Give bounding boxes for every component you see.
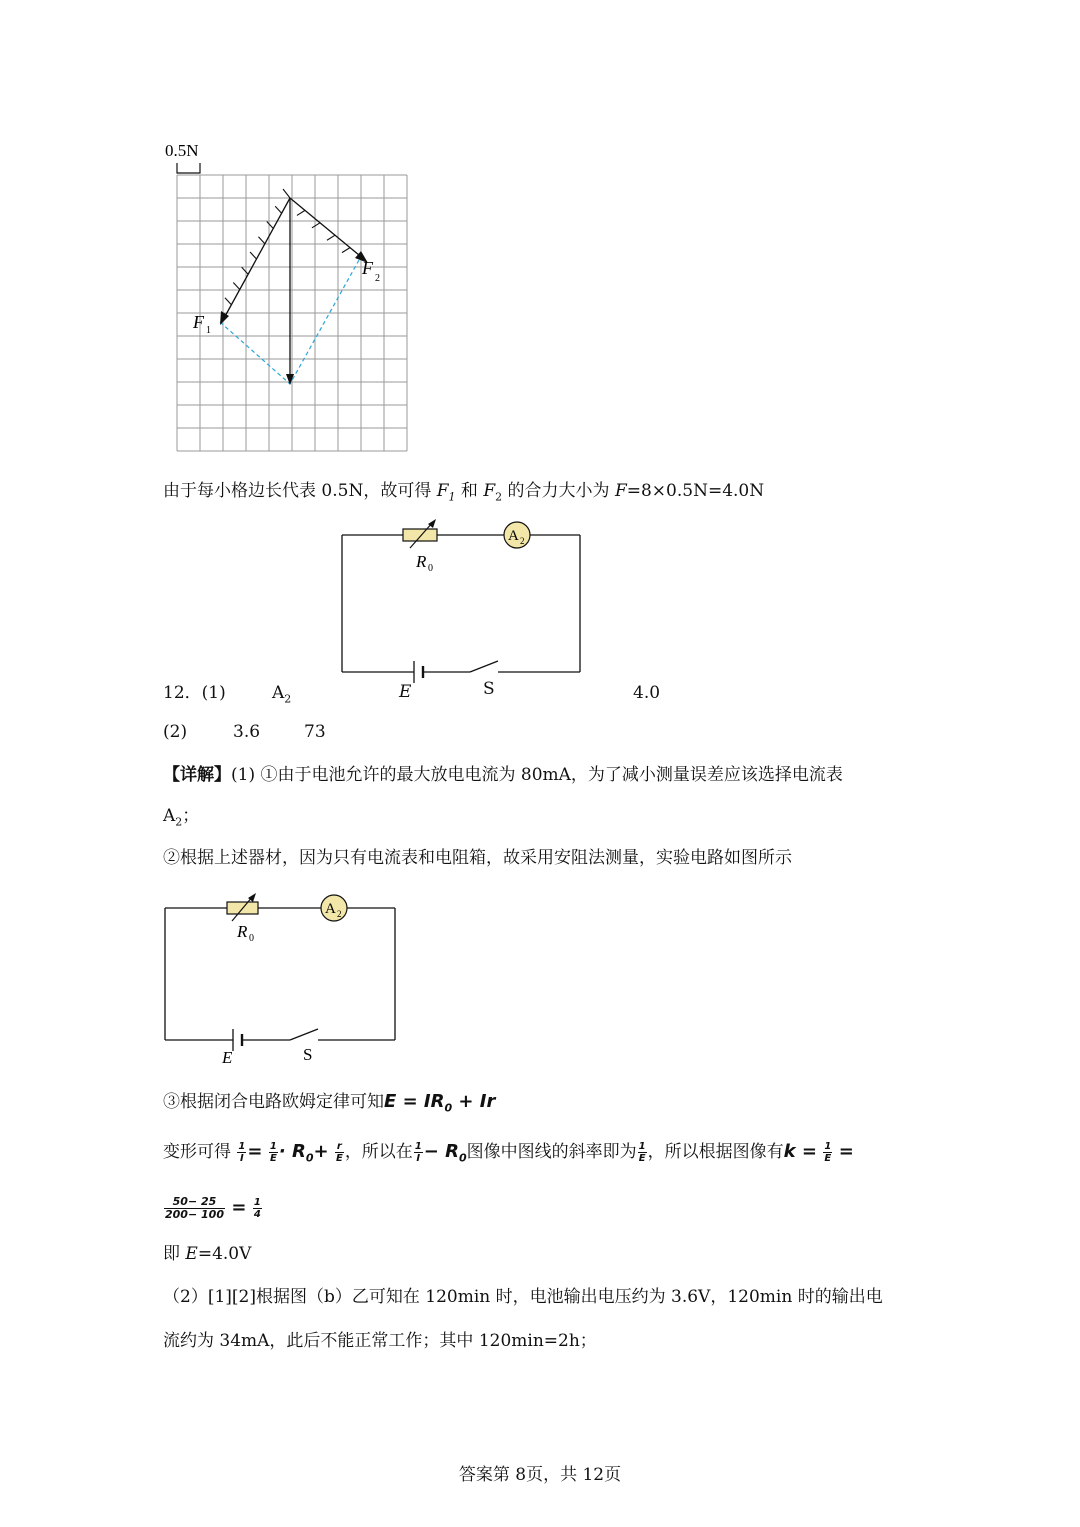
- circuit-diagram-1: [330, 515, 600, 705]
- hatch-tick: [258, 237, 264, 244]
- hatch-tick: [283, 189, 290, 198]
- f2-arrow: [290, 198, 365, 260]
- fraction-1-over-e: [269, 1141, 278, 1164]
- grid: [177, 175, 407, 451]
- f-symbol: F: [614, 481, 627, 501]
- hatch-tick: [312, 223, 320, 228]
- s-label-2: S: [303, 1045, 313, 1064]
- ammeter-label-2: A: [325, 901, 336, 917]
- detail-p1-text: (1) ①由于电池允许的最大放电电流为 80mA，为了减小测量误差应该选择电流表: [231, 765, 843, 785]
- switch-2: [290, 1029, 318, 1040]
- hatch-tick: [327, 235, 335, 240]
- detail-bracket: 【详解】: [163, 765, 231, 785]
- resultant-text-post1: 的合力大小为: [502, 481, 615, 501]
- circuit-wires-1: [342, 535, 580, 672]
- force-diagram-svg: [163, 140, 423, 470]
- q2-answer-a: 3.6: [233, 722, 261, 742]
- r0-sub-2: 0: [249, 933, 254, 944]
- mul-r0-sub: 0: [305, 1151, 314, 1165]
- e-label-2: E: [222, 1048, 233, 1067]
- r0-label-1: R: [416, 552, 427, 571]
- f1-sub: 1: [206, 325, 211, 336]
- fraction-num: 50− 25: [164, 1196, 225, 1209]
- detail-paragraph-6: [163, 1246, 251, 1263]
- f2-symbol-sub: 2: [495, 490, 503, 504]
- dashed-line-f1: [220, 322, 290, 384]
- q2-number: (2): [163, 722, 188, 742]
- f2-symbol: F: [483, 481, 496, 501]
- hatch-ticks: [225, 189, 350, 305]
- hatch-tick: [297, 210, 305, 215]
- f2-label: F: [362, 258, 373, 278]
- resultant-text-post2: =8×0.5N=4.0N: [626, 481, 765, 501]
- resultant-text: [163, 483, 764, 502]
- ammeter-sub-2: 2: [337, 909, 342, 919]
- hatch-tick: [242, 267, 248, 274]
- ammeter-label-1: A: [508, 528, 519, 544]
- fraction-num: 1: [253, 1197, 261, 1208]
- detail-p1-cont-end: ；: [182, 806, 200, 826]
- fraction-1-over-i: [237, 1141, 246, 1164]
- hatch-tick: [267, 222, 273, 229]
- detail-paragraph-3: [163, 1093, 495, 1113]
- q12-answer-v: 4.0: [633, 683, 661, 703]
- equals-sign-2: =: [838, 1141, 854, 1162]
- f1-symbol-sub: 1: [448, 490, 456, 504]
- f1-symbol: F: [436, 481, 449, 501]
- f2-sub: 2: [375, 273, 380, 284]
- fraction-num: 1: [269, 1141, 277, 1152]
- dashed-line-f2: [290, 260, 359, 384]
- fraction-1-over-e-2: [638, 1141, 647, 1164]
- fraction-r-over-e: [335, 1141, 344, 1164]
- fraction-den: I: [240, 1153, 244, 1164]
- detail-p3-text: ③根据闭合电路欧姆定律可知: [163, 1092, 384, 1112]
- detail-p6-b: =4.0V: [197, 1244, 252, 1264]
- r0-sub-1: 0: [428, 563, 433, 574]
- detail-p4-c: 图像中图线的斜率即为: [466, 1142, 637, 1162]
- equals-sign: =: [247, 1141, 263, 1162]
- equals-sign-3: =: [231, 1197, 247, 1218]
- fraction-num: 1: [414, 1141, 422, 1152]
- e-label-1: E: [399, 682, 412, 702]
- detail-paragraph-7: （2）[1][2]根据图（b）乙可知在 120min 时，电池输出电压约为 3.6V，120min 时的输出电: [163, 1287, 883, 1307]
- fraction-den: E: [269, 1153, 277, 1164]
- ammeter-sub-1: 2: [520, 536, 525, 546]
- fraction-1-over-e-3: [823, 1141, 832, 1164]
- circuit-diagram-2: [150, 890, 420, 1080]
- detail-p4-b: ，所以在: [344, 1142, 413, 1162]
- circuit-wires-2: [165, 908, 395, 1040]
- fraction-1-over-i-2: [414, 1141, 423, 1164]
- minus-r0-sub: 0: [459, 1151, 467, 1165]
- minus-r0: − R: [423, 1141, 459, 1162]
- fraction-slope-calc: [164, 1196, 225, 1221]
- detail-paragraph-1-cont: [163, 808, 199, 827]
- hatch-tick: [342, 248, 350, 253]
- r0-label-2: R: [237, 922, 248, 941]
- circuit-svg-1: [330, 515, 600, 705]
- plus-sign: +: [313, 1141, 329, 1162]
- q12-answer-a-text: A: [272, 683, 285, 703]
- fraction-num: 1: [238, 1141, 246, 1152]
- detail-p4-a: 变形可得: [163, 1142, 231, 1162]
- detail-p1-cont: A: [163, 806, 176, 826]
- mul-r0: · R: [278, 1141, 306, 1162]
- q12-number: 12．(1): [163, 683, 226, 703]
- fraction-den: E: [638, 1153, 646, 1164]
- resultant-text-mid: 和: [455, 481, 484, 501]
- slope-k: k =: [783, 1141, 817, 1162]
- q12-answer-a: [272, 685, 291, 704]
- detail-paragraph-4: [163, 1132, 854, 1172]
- fraction-den: E: [335, 1153, 343, 1164]
- detail-p4-d: ，所以根据图像有: [647, 1142, 784, 1162]
- detail-paragraph-2: ②根据上述器材，因为只有电流表和电阻箱，故采用安阻法测量，实验电路如图所示: [163, 848, 792, 868]
- s-label-1: S: [483, 679, 495, 699]
- fraction-num: r: [336, 1141, 342, 1152]
- force-diagram: [163, 140, 423, 470]
- circuit-svg-2: [150, 890, 420, 1080]
- hatch-tick: [250, 252, 256, 259]
- fraction-den: 4: [253, 1209, 261, 1220]
- fraction-num: 1: [638, 1141, 646, 1152]
- ohm-equation-end: + Ir: [452, 1091, 496, 1112]
- fraction-num: 1: [824, 1141, 832, 1152]
- q2-answer-b: 73: [304, 722, 326, 742]
- switch-1: [470, 661, 498, 672]
- resultant-text-pre: 由于每小格边长代表 0.5N，故可得: [163, 481, 437, 501]
- detail-paragraph-8: 流约为 34mA，此后不能正常工作；其中 120min=2h；: [163, 1331, 597, 1351]
- ohm-equation: E = IR: [384, 1091, 445, 1112]
- detail-p6-a: 即: [163, 1244, 186, 1264]
- detail-p1-cont-sub: 2: [175, 815, 183, 829]
- fraction-den: 200− 100: [165, 1208, 224, 1221]
- detail-paragraph-1: [163, 767, 843, 784]
- fraction-den: E: [824, 1153, 832, 1164]
- q12-answer-a-sub: 2: [284, 692, 292, 706]
- ohm-equation-sub: 0: [444, 1101, 453, 1115]
- rheostat-1: [403, 529, 437, 541]
- e-symbol: E: [185, 1244, 198, 1264]
- f1-label: F: [193, 312, 204, 332]
- hatch-tick: [275, 206, 281, 213]
- scale-bracket: [177, 163, 200, 173]
- hatch-tick: [225, 298, 231, 305]
- fraction-1-over-4: [253, 1197, 262, 1220]
- hatch-tick: [233, 283, 239, 290]
- scale-label: 0.5N: [165, 141, 199, 160]
- fraction-den: I: [416, 1153, 421, 1164]
- detail-paragraph-5: [163, 1188, 263, 1228]
- page-footer: 答案第 8页，共 12页: [458, 1465, 622, 1485]
